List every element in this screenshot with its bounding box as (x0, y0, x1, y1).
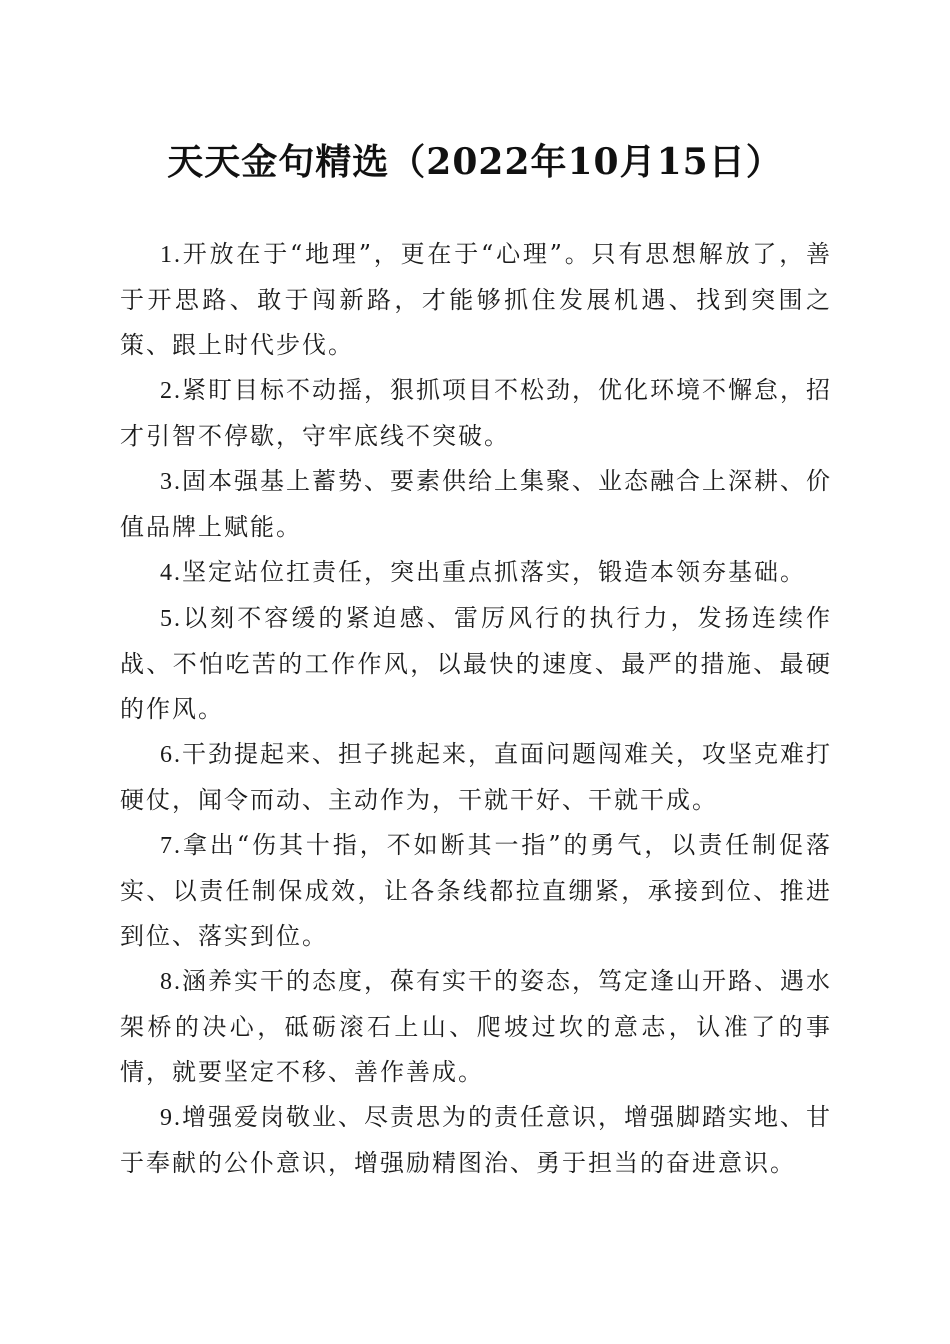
paragraph-7 (120, 823, 832, 959)
paragraph-text: 坚定站位扛责任，突出重点抓落实，锻造本领夯基础。 (182, 558, 806, 586)
paragraph-text: 拿出“伤其十指，不如断其一指”的勇气，以责任制促落实、以责任制保成效，让各条线都拉直绷紧，承接到位、推进到位、落实到位。 (120, 831, 832, 950)
paragraph-text: 涵养实干的态度，葆有实干的姿态，笃定逢山开路、遇水架桥的决心，砥砺滚石上山、爬坡过坎的意志，认准了的事情，就要坚定不移、善作善成。 (120, 967, 832, 1086)
document-title: 天天金句精选（2022年10月15日） (167, 141, 783, 183)
paragraph-3 (120, 459, 832, 550)
paragraph-1 (120, 232, 832, 368)
paragraph-text: 固本强基上蓄势、要素供给上集聚、业态融合上深耕、价值品牌上赋能。 (120, 467, 832, 541)
paragraph-number: 2. (160, 378, 182, 404)
paragraph-number: 4. (160, 560, 182, 586)
paragraph-number: 3. (160, 469, 182, 495)
paragraph-text: 开放在于“地理”，更在于“心理”。只有思想解放了，善于开思路、敢于闯新路，才能够抓住发展机遇、找到突围之策、跟上时代步伐。 (120, 240, 832, 359)
paragraph-number: 9. (160, 1105, 182, 1131)
paragraph-number: 8. (160, 969, 182, 995)
paragraph-6 (120, 732, 832, 823)
paragraph-text: 以刻不容缓的紧迫感、雷厉风行的执行力，发扬连续作战、不怕吃苦的工作作风，以最快的速度、最严的措施、最硬的作风。 (120, 604, 832, 723)
paragraph-2 (120, 368, 832, 459)
paragraph-number: 7. (160, 833, 182, 859)
paragraph-text: 紧盯目标不动摇，狠抓项目不松劲，优化环境不懈怠，招才引智不停歇，守牢底线不突破。 (120, 376, 832, 450)
paragraph-number: 6. (160, 742, 182, 768)
paragraph-8 (120, 959, 832, 1095)
paragraph-text: 干劲提起来、担子挑起来，直面问题闯难关，攻坚克难打硬仗，闻令而动、主动作为，干就干好、干就干成。 (120, 740, 832, 814)
paragraph-9 (120, 1095, 832, 1186)
paragraph-number: 1. (160, 242, 182, 268)
document-body (120, 232, 832, 1186)
paragraph-text: 增强爱岗敬业、尽责思为的责任意识，增强脚踏实地、甘于奉献的公仆意识，增强励精图治、勇于担当的奋进意识。 (120, 1103, 832, 1177)
paragraph-4 (120, 550, 832, 596)
paragraph-5 (120, 596, 832, 732)
paragraph-number: 5. (160, 606, 182, 632)
